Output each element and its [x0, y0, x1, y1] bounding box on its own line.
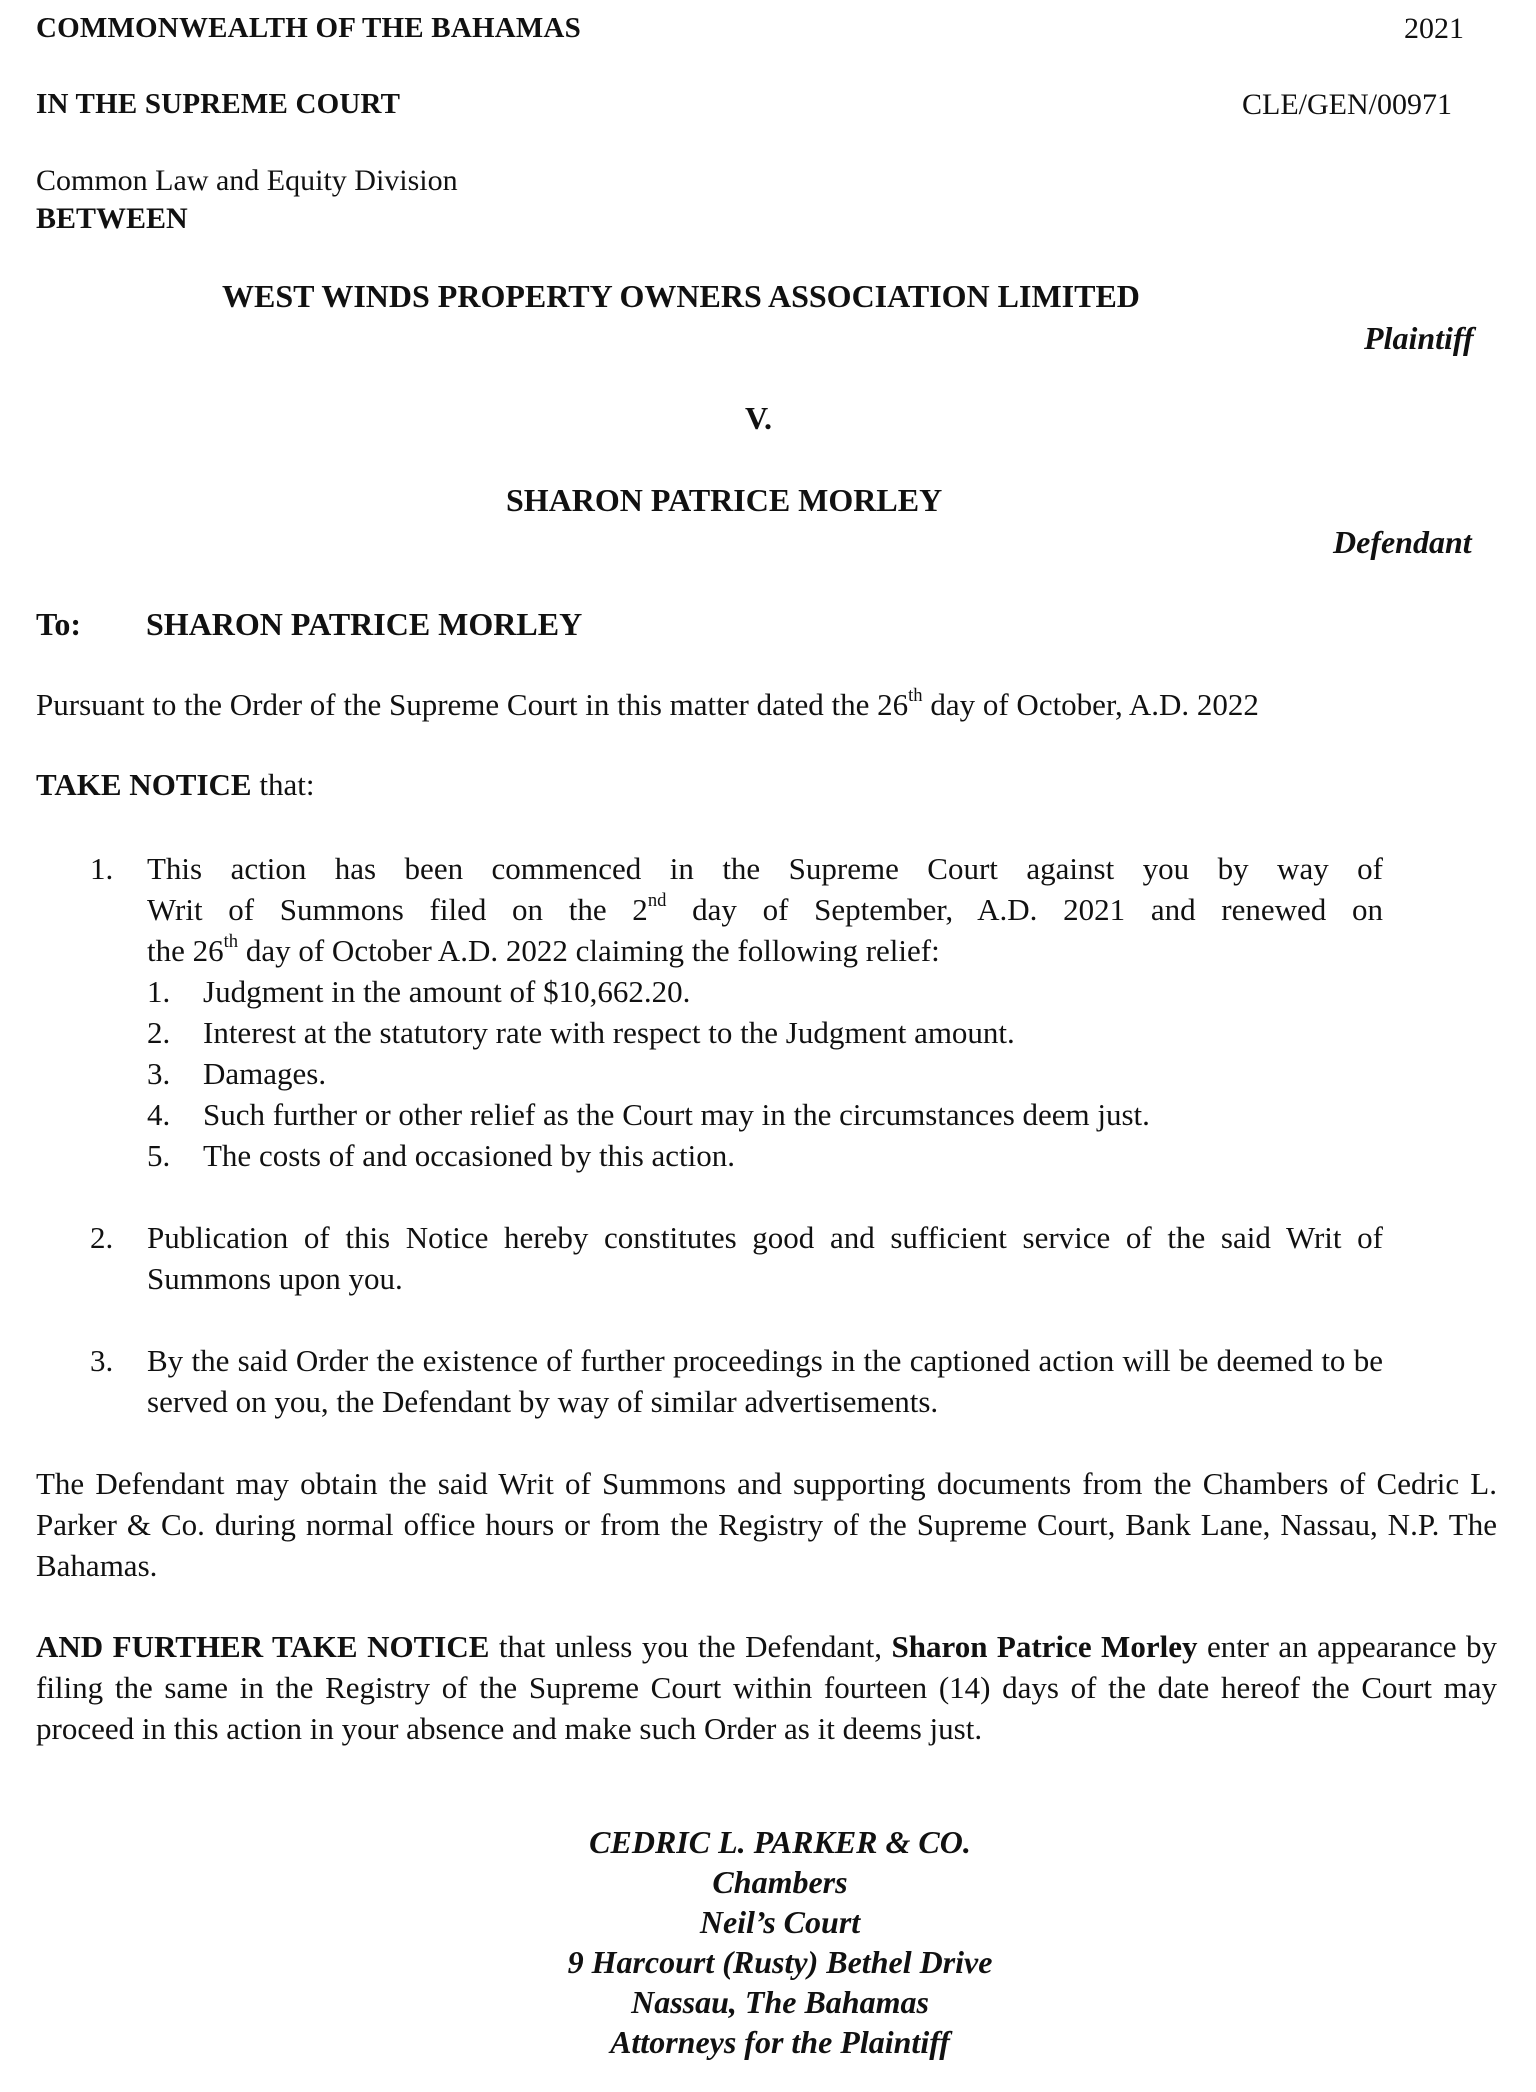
relief-text: The costs of and occasioned by this action. — [203, 1138, 736, 1173]
to-label: To: — [36, 606, 82, 642]
defendant-name-inline: Sharon Patrice Morley — [891, 1629, 1198, 1664]
item-1-number: 1. — [90, 851, 114, 886]
defendant-role: Defendant — [1333, 524, 1472, 560]
signature-court: Neil’s Court — [699, 1904, 861, 1940]
addressee-name: SHARON PATRICE MORLEY — [146, 606, 583, 642]
item-1-line-3-post: day of October A.D. 2022 claiming the following relief: — [238, 933, 940, 968]
signature-role: Attorneys for the Plaintiff — [610, 2024, 950, 2060]
further-notice-heading: AND FURTHER TAKE NOTICE — [36, 1629, 490, 1664]
item-1-line-2-ordinal: nd — [647, 890, 667, 912]
defendant-name: SHARON PATRICE MORLEY — [506, 482, 943, 518]
take-notice-rest: that: — [251, 767, 315, 802]
relief-item — [147, 1094, 1447, 1135]
signature-street: 9 Harcourt (Rusty) Bethel Drive — [567, 1944, 993, 1980]
pursuant-line — [36, 684, 1259, 725]
year: 2021 — [1404, 12, 1464, 45]
signature-city: Nassau, The Bahamas — [631, 1984, 929, 2020]
item-1-line-2-pre: Writ of Summons filed on the 2 — [147, 892, 648, 927]
relief-text: Damages. — [203, 1056, 327, 1091]
item-1-line-2-post: day of September, A.D. 2021 and renewed on — [666, 892, 1383, 927]
item-1-line-3-pre: the 26 — [147, 933, 224, 968]
relief-item — [147, 1135, 1447, 1176]
relief-item — [147, 1053, 1447, 1094]
signature-firm: CEDRIC L. PARKER & CO. — [589, 1824, 971, 1860]
pursuant-text: Pursuant to the Order of the Supreme Court in this matter dated the 26 — [36, 687, 909, 722]
plaintiff-name: WEST WINDS PROPERTY OWNERS ASSOCIATION LIMITED — [222, 278, 1140, 314]
item-2-number: 2. — [90, 1220, 114, 1255]
division: Common Law and Equity Division — [36, 164, 458, 197]
jurisdiction-heading: COMMONWEALTH OF THE BAHAMAS — [36, 12, 581, 44]
item-1-line-3-ordinal: th — [223, 931, 239, 953]
relief-item — [147, 971, 1447, 1012]
item-2-text: Publication of this Notice hereby constitutes good and sufficient service of the said Writ of Summons upon you. — [147, 1220, 1383, 1296]
relief-number: 3. — [147, 1056, 171, 1091]
court-heading: IN THE SUPREME COURT — [36, 88, 401, 120]
item-1-line-2 — [147, 889, 1383, 930]
case-number: CLE/GEN/00971 — [1242, 88, 1452, 121]
relief-number: 4. — [147, 1097, 171, 1132]
further-notice-text-1: that unless you the Defendant, — [489, 1629, 892, 1664]
relief-number: 2. — [147, 1015, 171, 1050]
further-notice-text-2: enter an appearance by filing the same in the Registry of the Supreme Court within fourteen (14) days of the date hereof the Court may proceed in this action in your absence and make such Order as it deems just. — [36, 1629, 1497, 1746]
relief-text: Such further or other relief as the Court may in the circumstances deem just. — [203, 1097, 1150, 1132]
relief-item — [147, 1012, 1447, 1053]
relief-text: Judgment in the amount of $10,662.20. — [203, 974, 691, 1009]
take-notice-line — [36, 764, 314, 805]
item-1-line-3 — [147, 930, 1383, 971]
relief-number: 1. — [147, 974, 171, 1009]
relief-number: 5. — [147, 1138, 171, 1173]
item-3-number: 3. — [90, 1343, 114, 1378]
between-label: BETWEEN — [36, 202, 188, 235]
obtain-documents-paragraph: The Defendant may obtain the said Writ of Summons and supporting documents from the Chambers of Cedric L. Parker & Co. during normal office hours or from the Registry of the Supreme Court, Bank Lane, Nassau, N.P. The Bahamas. — [36, 1466, 1497, 1583]
pursuant-date: day of October, A.D. 2022 — [922, 687, 1259, 722]
plaintiff-role: Plaintiff — [1364, 320, 1474, 356]
versus: V. — [745, 400, 772, 436]
relief-list — [147, 971, 1447, 1176]
relief-text: Interest at the statutory rate with respect to the Judgment amount. — [203, 1015, 1015, 1050]
take-notice-heading: TAKE NOTICE — [36, 767, 252, 802]
signature-chambers: Chambers — [712, 1864, 848, 1900]
item-1-text — [147, 848, 1383, 971]
further-notice-paragraph — [36, 1626, 1497, 1749]
item-1-line-1: This action has been commenced in the Supreme Court against you by way of — [147, 851, 1383, 886]
item-3-text: By the said Order the existence of further proceedings in the captioned action will be deemed to be served on you, the Defendant by way of similar advertisements. — [147, 1343, 1383, 1419]
pursuant-ordinal: th — [908, 685, 923, 707]
